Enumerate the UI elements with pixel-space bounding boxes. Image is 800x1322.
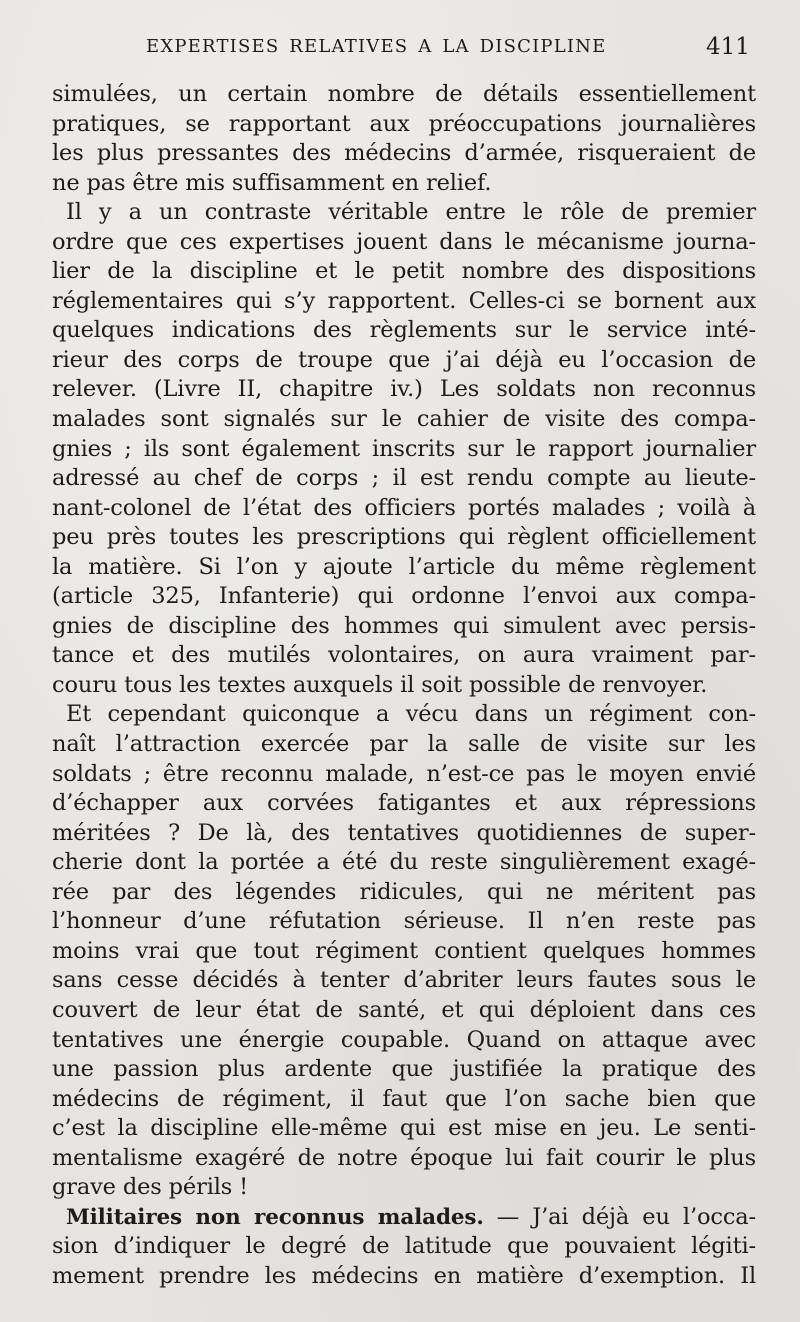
text-line: gnies de discipline des hommes qui simulent avec persis- <box>52 612 756 639</box>
text-line: soldats ; être reconnu malade, n’est-ce pas le moyen envié <box>52 760 756 787</box>
text-line: mentalisme exagéré de notre époque lui fait courir le plus <box>52 1144 756 1171</box>
text-line: cherie dont la portée a été du reste singulièrement exagé- <box>52 849 756 876</box>
text-line: simulées, un certain nombre de détails essentiellement <box>52 81 756 107</box>
text-line: gnies ; ils sont également inscrits sur le rapport journalier <box>52 435 756 462</box>
paragraph-section-militaires <box>52 1203 756 1292</box>
text-line: mement prendre les médecins en matière d’exemption. Il <box>52 1262 756 1289</box>
text-line: tance et des mutilés volontaires, on aura vraiment par- <box>52 642 756 669</box>
text-line: quelques indications des règlements sur le service inté- <box>52 317 756 344</box>
paragraph-regiment <box>52 700 756 1202</box>
text-line: malades sont signalés sur le cahier de visite des compa- <box>52 406 756 433</box>
text-line: pratiques, se rapportant aux préoccupations journalières <box>52 110 756 137</box>
text-line: sion d’indiquer le degré de latitude que pouvaient légiti- <box>52 1233 756 1260</box>
text-line: réglementaires qui s’y rapportent. Celles-ci se bornent aux <box>52 287 756 314</box>
text-line: Et cependant quiconque a vécu dans un régiment con- <box>66 701 756 728</box>
section-heading-continuation: — J’ai déjà eu l’occa- <box>483 1203 757 1230</box>
text-line: sans cesse décidés à tenter d’abriter leurs fautes sous le <box>52 967 756 994</box>
text-line: une passion plus ardente que justifiée la pratique des <box>52 1056 756 1083</box>
text-line: relever. (Livre II, chapitre iv.) Les soldats non reconnus <box>52 376 756 403</box>
paragraph-contrast <box>52 198 756 700</box>
page-number: 411 <box>706 34 750 60</box>
text-line: tentatives une énergie coupable. Quand on attaque avec <box>52 1026 756 1053</box>
text-line: nant-colonel de l’état des officiers portés malades ; voilà à <box>52 494 756 521</box>
text-line: médecins de régiment, il faut que l’on sache bien que <box>52 1085 756 1112</box>
section-heading: Militaires non reconnus malades. <box>66 1204 484 1230</box>
text-line: ordre que ces expertises jouent dans le mécanisme journa- <box>52 228 756 255</box>
text-line: la matière. Si l’on y ajoute l’article du même règlement <box>52 553 756 580</box>
text-line: couru tous les textes auxquels il soit possible de renvoyer. <box>52 671 708 698</box>
text-line: naît l’attraction exercée par la salle de visite sur les <box>52 731 756 758</box>
text-line: (article 325, Infanterie) qui ordonne l’envoi aux compa- <box>52 583 756 610</box>
text-line: Il y a un contraste véritable entre le rôle de premier <box>66 199 756 226</box>
text-line: c’est la discipline elle-même qui est mise en jeu. Le senti- <box>52 1115 756 1142</box>
text-line: adressé au chef de corps ; il est rendu compte au lieute- <box>52 465 756 492</box>
paragraph-continuation <box>52 80 756 198</box>
body-text <box>52 80 756 1291</box>
text-line: peu près toutes les prescriptions qui règlent officiellement <box>52 524 756 551</box>
text-line: l’honneur d’une réfutation sérieuse. Il n’en reste pas <box>52 908 756 935</box>
text-line: rée par des légendes ridicules, qui ne méritent pas <box>52 878 756 905</box>
text-line: couvert de leur état de santé, et qui déploient dans ces <box>52 996 756 1023</box>
text-line: d’échapper aux corvées fatigantes et aux répressions <box>52 790 756 817</box>
running-head <box>0 36 800 66</box>
section-first-line <box>52 1203 756 1233</box>
text-line: lier de la discipline et le petit nombre des dispositions <box>52 258 756 285</box>
text-line: grave des périls ! <box>52 1174 249 1201</box>
text-line: rieur des corps de troupe que j’ai déjà eu l’occasion de <box>52 346 756 373</box>
text-line: les plus pressantes des médecins d’armée, risqueraient de <box>52 140 756 167</box>
text-line: ne pas être mis suffisamment en relief. <box>52 169 492 196</box>
text-line: méritées ? De là, des tentatives quotidiennes de super- <box>52 819 756 846</box>
running-title: EXPERTISES RELATIVES A LA DISCIPLINE <box>146 36 607 57</box>
text-line: moins vrai que tout régiment contient quelques hommes <box>52 937 756 964</box>
